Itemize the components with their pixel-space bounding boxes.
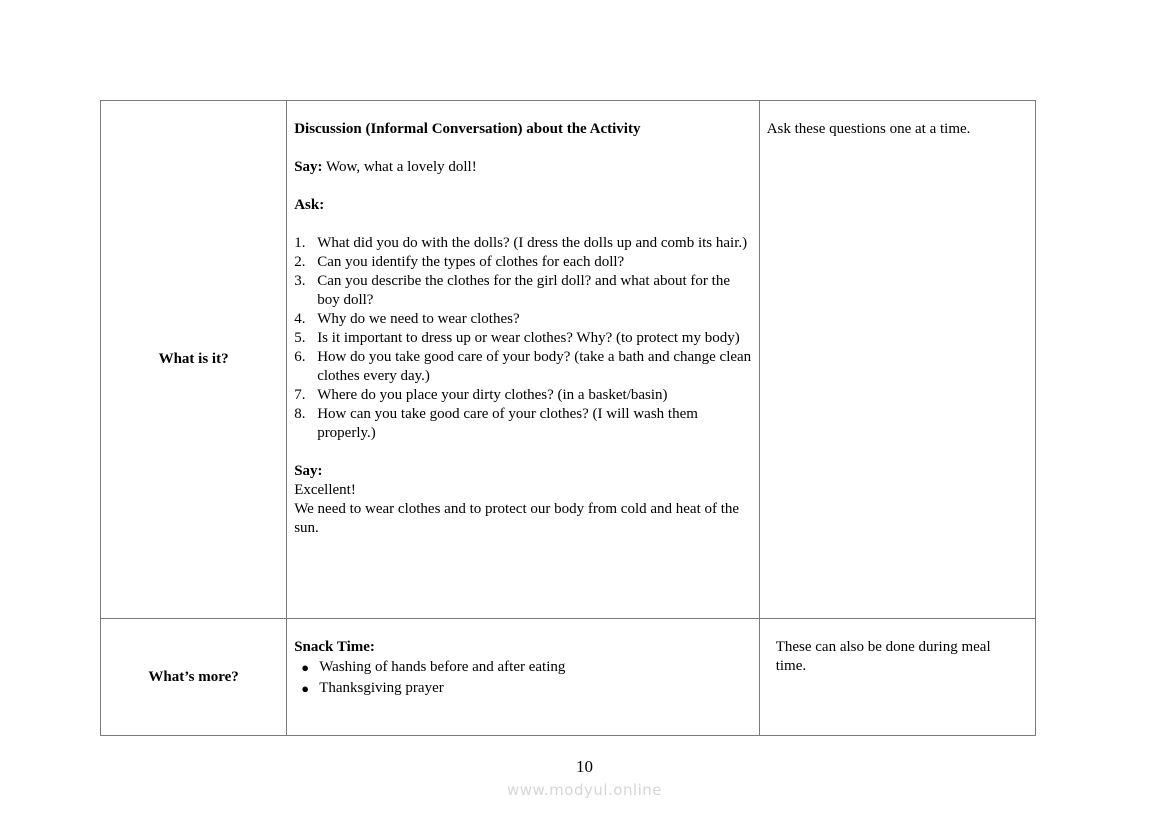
list-number: 3. [294,273,306,289]
activity-content-cell [287,619,760,736]
bullet-icon: ● [301,681,310,696]
question-text: Is it important to dress up or wear clothes? Why? (to protect my body) [317,330,740,346]
list-number: 2. [294,254,306,270]
say-line [294,158,753,177]
teacher-note-cell [759,101,1035,619]
row-label: What’s more? [148,668,239,685]
discussion-heading: Discussion (Informal Conversation) about the Activity [294,121,641,137]
question-text: How do you take good care of your body? (take a bath and change clean clothes every day.) [317,349,752,384]
table-row [101,619,1036,736]
row-label-cell [101,101,287,619]
question-text: Can you describe the clothes for the girl doll? and what about for the boy doll? [317,273,730,308]
list-item [294,678,753,699]
lesson-plan-table [100,100,1036,736]
say-label: Say: [294,159,323,175]
list-item [294,253,753,272]
question-list [294,234,753,443]
row-label: What is it? [158,351,229,367]
closing-line: Excellent! [294,482,356,498]
say-text: Wow, what a lovely doll! [322,159,477,175]
row-label-cell [101,619,287,736]
bullet-text: Thanksgiving prayer [319,680,444,696]
question-text: Can you identify the types of clothes for each doll? [317,254,625,270]
teacher-note: Ask these questions one at a time. [766,121,971,137]
list-item [294,272,753,310]
teacher-note-cell [759,619,1035,736]
ask-label: Ask: [294,197,325,213]
list-item [294,386,753,405]
snack-time-heading: Snack Time: [294,639,375,655]
closing-say-label: Say: [294,463,323,479]
list-number: 1. [294,235,306,251]
teacher-note: These can also be done during meal time. [775,639,991,674]
snack-bullet-list [294,657,753,699]
list-number: 6. [294,349,306,365]
page-number: 10 [576,757,593,776]
question-text: Where do you place your dirty clothes? (in a basket/basin) [317,387,668,403]
question-text: Why do we need to wear clothes? [317,311,520,327]
list-item [294,405,753,443]
question-text: What did you do with the dolls? (I dress the dolls up and comb its hair.) [317,235,748,251]
list-number: 7. [294,387,306,403]
list-number: 4. [294,311,306,327]
list-item [294,310,753,329]
list-item [294,329,753,348]
list-item [294,657,753,678]
watermark: www.modyul.online [506,781,663,799]
question-text: How can you take good care of your clothes? (I will wash them properly.) [317,406,698,441]
list-number: 8. [294,406,306,422]
bullet-text: Washing of hands before and after eating [319,659,566,675]
table-row [101,101,1036,619]
bullet-icon: ● [301,660,310,675]
list-number: 5. [294,330,306,346]
closing-line: We need to wear clothes and to protect our body from cold and heat of the sun. [294,501,740,536]
list-item [294,234,753,253]
activity-content-cell [287,101,760,619]
list-item [294,348,753,386]
